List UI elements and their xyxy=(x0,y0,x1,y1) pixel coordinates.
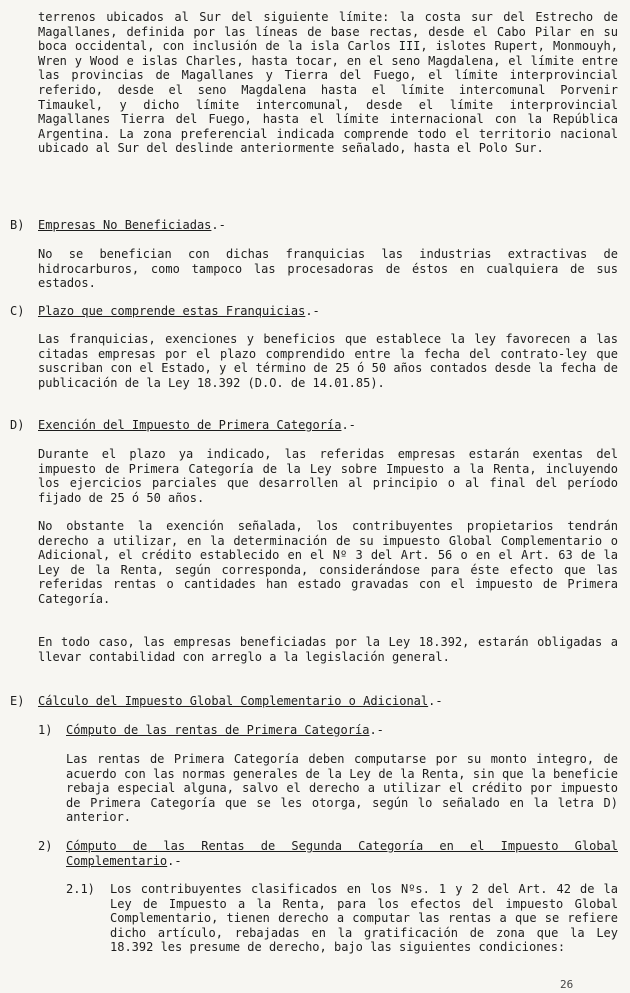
section-d-paragraph-1: Durante el plazo ya indicado, las referidas empresas estarán exentas del impuesto de Primera Categoría de la Ley sobre Impuesto a la Renta, incluyendo los ejercicios parciales que desarrollen al principio o al final del período fijado de 25 ó 50 años. xyxy=(38,447,618,505)
subsection-e21-label: 2.1) xyxy=(66,882,95,896)
section-d-paragraph-3: En todo caso, las empresas beneficiadas por la Ley 18.392, estarán obligadas a llevar contabilidad con arreglo a la legislación general. xyxy=(38,635,618,664)
section-d-paragraph-2: No obstante la exención señalada, los contribuyentes propietarios tendrán derecho a utilizar, en la determinación de su impuesto Global Complementario o Adicional, el crédito establecido en el Nº 3 del Art. 56 o en el Art. 63 de la Ley de la Renta, según corresponda, considerándose para éste efecto que las referidas rentas o cantidades han estado gravadas con el impuesto de Primera Categoría. xyxy=(38,519,618,606)
section-e-title: Cálculo del Impuesto Global Complementario o Adicional xyxy=(38,694,429,708)
section-c-label: C) xyxy=(10,304,25,318)
section-c-title: Plazo que comprende estas Franquicias xyxy=(38,304,306,318)
subsection-e2-label: 2) xyxy=(38,839,53,853)
section-d-title: Exención del Impuesto de Primera Categoría xyxy=(38,418,342,432)
section-b-paragraph: No se benefician con dichas franquicias las industrias extractivas de hidrocarburos, como tampoco las procesadoras de éstos en cualquiera de sus estados. xyxy=(38,247,618,291)
subsection-e21-paragraph: Los contribuyentes clasificados en los Nºs. 1 y 2 del Art. 42 de la Ley de Impuesto a la Renta, para los efectos del impuesto Global Complementario, tienen derecho a computar las rentas a que se refiere dicho artículo, rebajadas en la gratificación de zona que la Ley 18.392 les presume de derecho, bajo las siguientes condiciones: xyxy=(110,882,618,955)
subsection-e1-label: 1) xyxy=(38,723,53,737)
section-b-label: B) xyxy=(10,218,25,232)
intro-paragraph: terrenos ubicados al Sur del siguiente límite: la costa sur del Estrecho de Magallanes, definida por las líneas de base rectas, desde el Cabo Pilar en su boca occidental, con inclusión de la isla Carlos III, islotes Rupert, Monmouyh, Wren y Wood e islas Charles, hasta tocar, en el seno Magdalena, el límite entre las provincias de Magallanes y Tierra del Fuego, el límite interprovincial referido, desde el seno Magdalena hasta el límite intercomunal Porvenir Timaukel, y dicho límite intercomunal, desde el límite interprovincial Magallanes Tierra del Fuego, hasta el límite internacional con la República Argentina. La zona preferencial indicada comprende todo el territorio nacional ubicado al Sur del deslinde anteriormente señalado, hasta el Polo Sur. xyxy=(38,10,618,156)
section-e-label: E) xyxy=(10,694,25,708)
subsection-e1-title: Cómputo de las rentas de Primera Categoría xyxy=(66,723,370,737)
subsection-e2-title: Cómputo de las Rentas de Segunda Categoría en el Impuesto Global Complementario xyxy=(66,839,618,868)
section-d-label: D) xyxy=(10,418,25,432)
section-c-paragraph: Las franquicias, exenciones y beneficios que establece la ley favorecen a las citadas empresas por el plazo comprendido entre la fecha del contrato-ley que suscriban con el Estado, y el término de 25 ó 50 años contados desde la fecha de publicación de la Ley 18.392 (D.O. de 14.01.85). xyxy=(38,332,618,390)
subsection-e1-paragraph: Las rentas de Primera Categoría deben computarse por su monto integro, de acuerdo con las normas generales de la Ley de la Renta, sin que la beneficie rebaja especial alguna, salvo el derecho a utilizar el crédito por impuesto de Primera Categoría que se les otorga, según lo señalado en la letra D) anterior. xyxy=(66,752,618,825)
section-b-title: Empresas No Beneficiadas xyxy=(38,218,212,232)
page-number: 26 xyxy=(560,978,574,991)
document-page: terrenos ubicados al Sur del siguiente límite: la costa sur del Estrecho de Magallanes, definida por las líneas de base rectas, desde el Cabo Pilar en su boca occidental, con inclusión de la isla Carlos III, islotes Rupert, Monmouyh, Wren y Wood e islas Charles, hasta tocar, en el seno Magdalena, el límite entre las provincias de Magallanes y Tierra del Fuego, el límite interprovincial referido, desde el seno Magdalena hasta el límite intercomunal Porvenir Timaukel, y dicho límite intercomunal, desde el límite interprovincial Magallanes Tierra del Fuego, hasta el límite internacional con la República Argentina. La zona preferencial indicada comprende todo el territorio nacional ubicado al Sur del deslinde anteriormente señalado, hasta el Polo Sur. B) Empresas No Beneficiadas.- No se benefician con dichas franquicias las industrias extractivas de hidrocarburos, como tampoco las procesadoras de éstos en cualquiera de sus estados. C) Plazo que comprende estas Franquicias.- Las franquicias, exenciones y beneficios que establece la ley favorecen a las citadas empresas por el plazo comprendido entre la fecha del contrato-ley que suscriban con el Estado, y el término de 25 ó 50 años contados desde la fecha de publicación de la Ley 18.392 (D.O. de 14.01.85). D) Exención del Impuesto de Primera Categoría.- Durante el plazo ya indicado, las referidas empresas estarán exentas del impuesto de Primera Categoría de la Ley sobre Impuesto a la Renta, incluyendo los ejercicios parciales que desarrollen al principio o al final del período fijado de 25 ó 50 años. No obstante la exención señalada, los contribuyentes propietarios tendrán derecho a utilizar, en la determinación de su impuesto Global Complementario o Adicional, el crédito establecido en el Nº 3 del Art. 56 o en el Art. 63 de la Ley de la Renta, según corresponda, considerándose para éste efecto que las referidas rentas o cantidades han estado gravadas con el impuesto de Primera Categoría. En todo caso, las empresas beneficiadas por la Ley 18.392, estarán obligadas a llevar contabilidad con arreglo a la legislación general. E) Cálculo del Impuesto Global Complementario o Adicional.- 1) Cómputo de las rentas de Primera Categoría.- Las rentas de Primera Categoría deben computarse por su monto integro, de acuerdo con las normas generales de la Ley de la Renta, sin que la beneficie rebaja especial alguna, salvo el derecho a utilizar el crédito por impuesto de Primera Categoría que se les otorga, según lo señalado en la letra D) anterior. 2) Cómputo de las Rentas de Segunda Categoría en el Impuesto Global Complementario.- 2.1) Los contribuyentes clasificados en los Nºs. 1 y 2 del Art. 42 de la Ley de Impuesto a la Renta, para los efectos del impuesto Global Complementario, tienen derecho a computar las rentas a que se refiere dicho artículo, rebajadas en la gratificación de zona que la Ley 18.392 les presume de derecho, bajo las siguientes condiciones: 26 xyxy=(10,10,618,991)
